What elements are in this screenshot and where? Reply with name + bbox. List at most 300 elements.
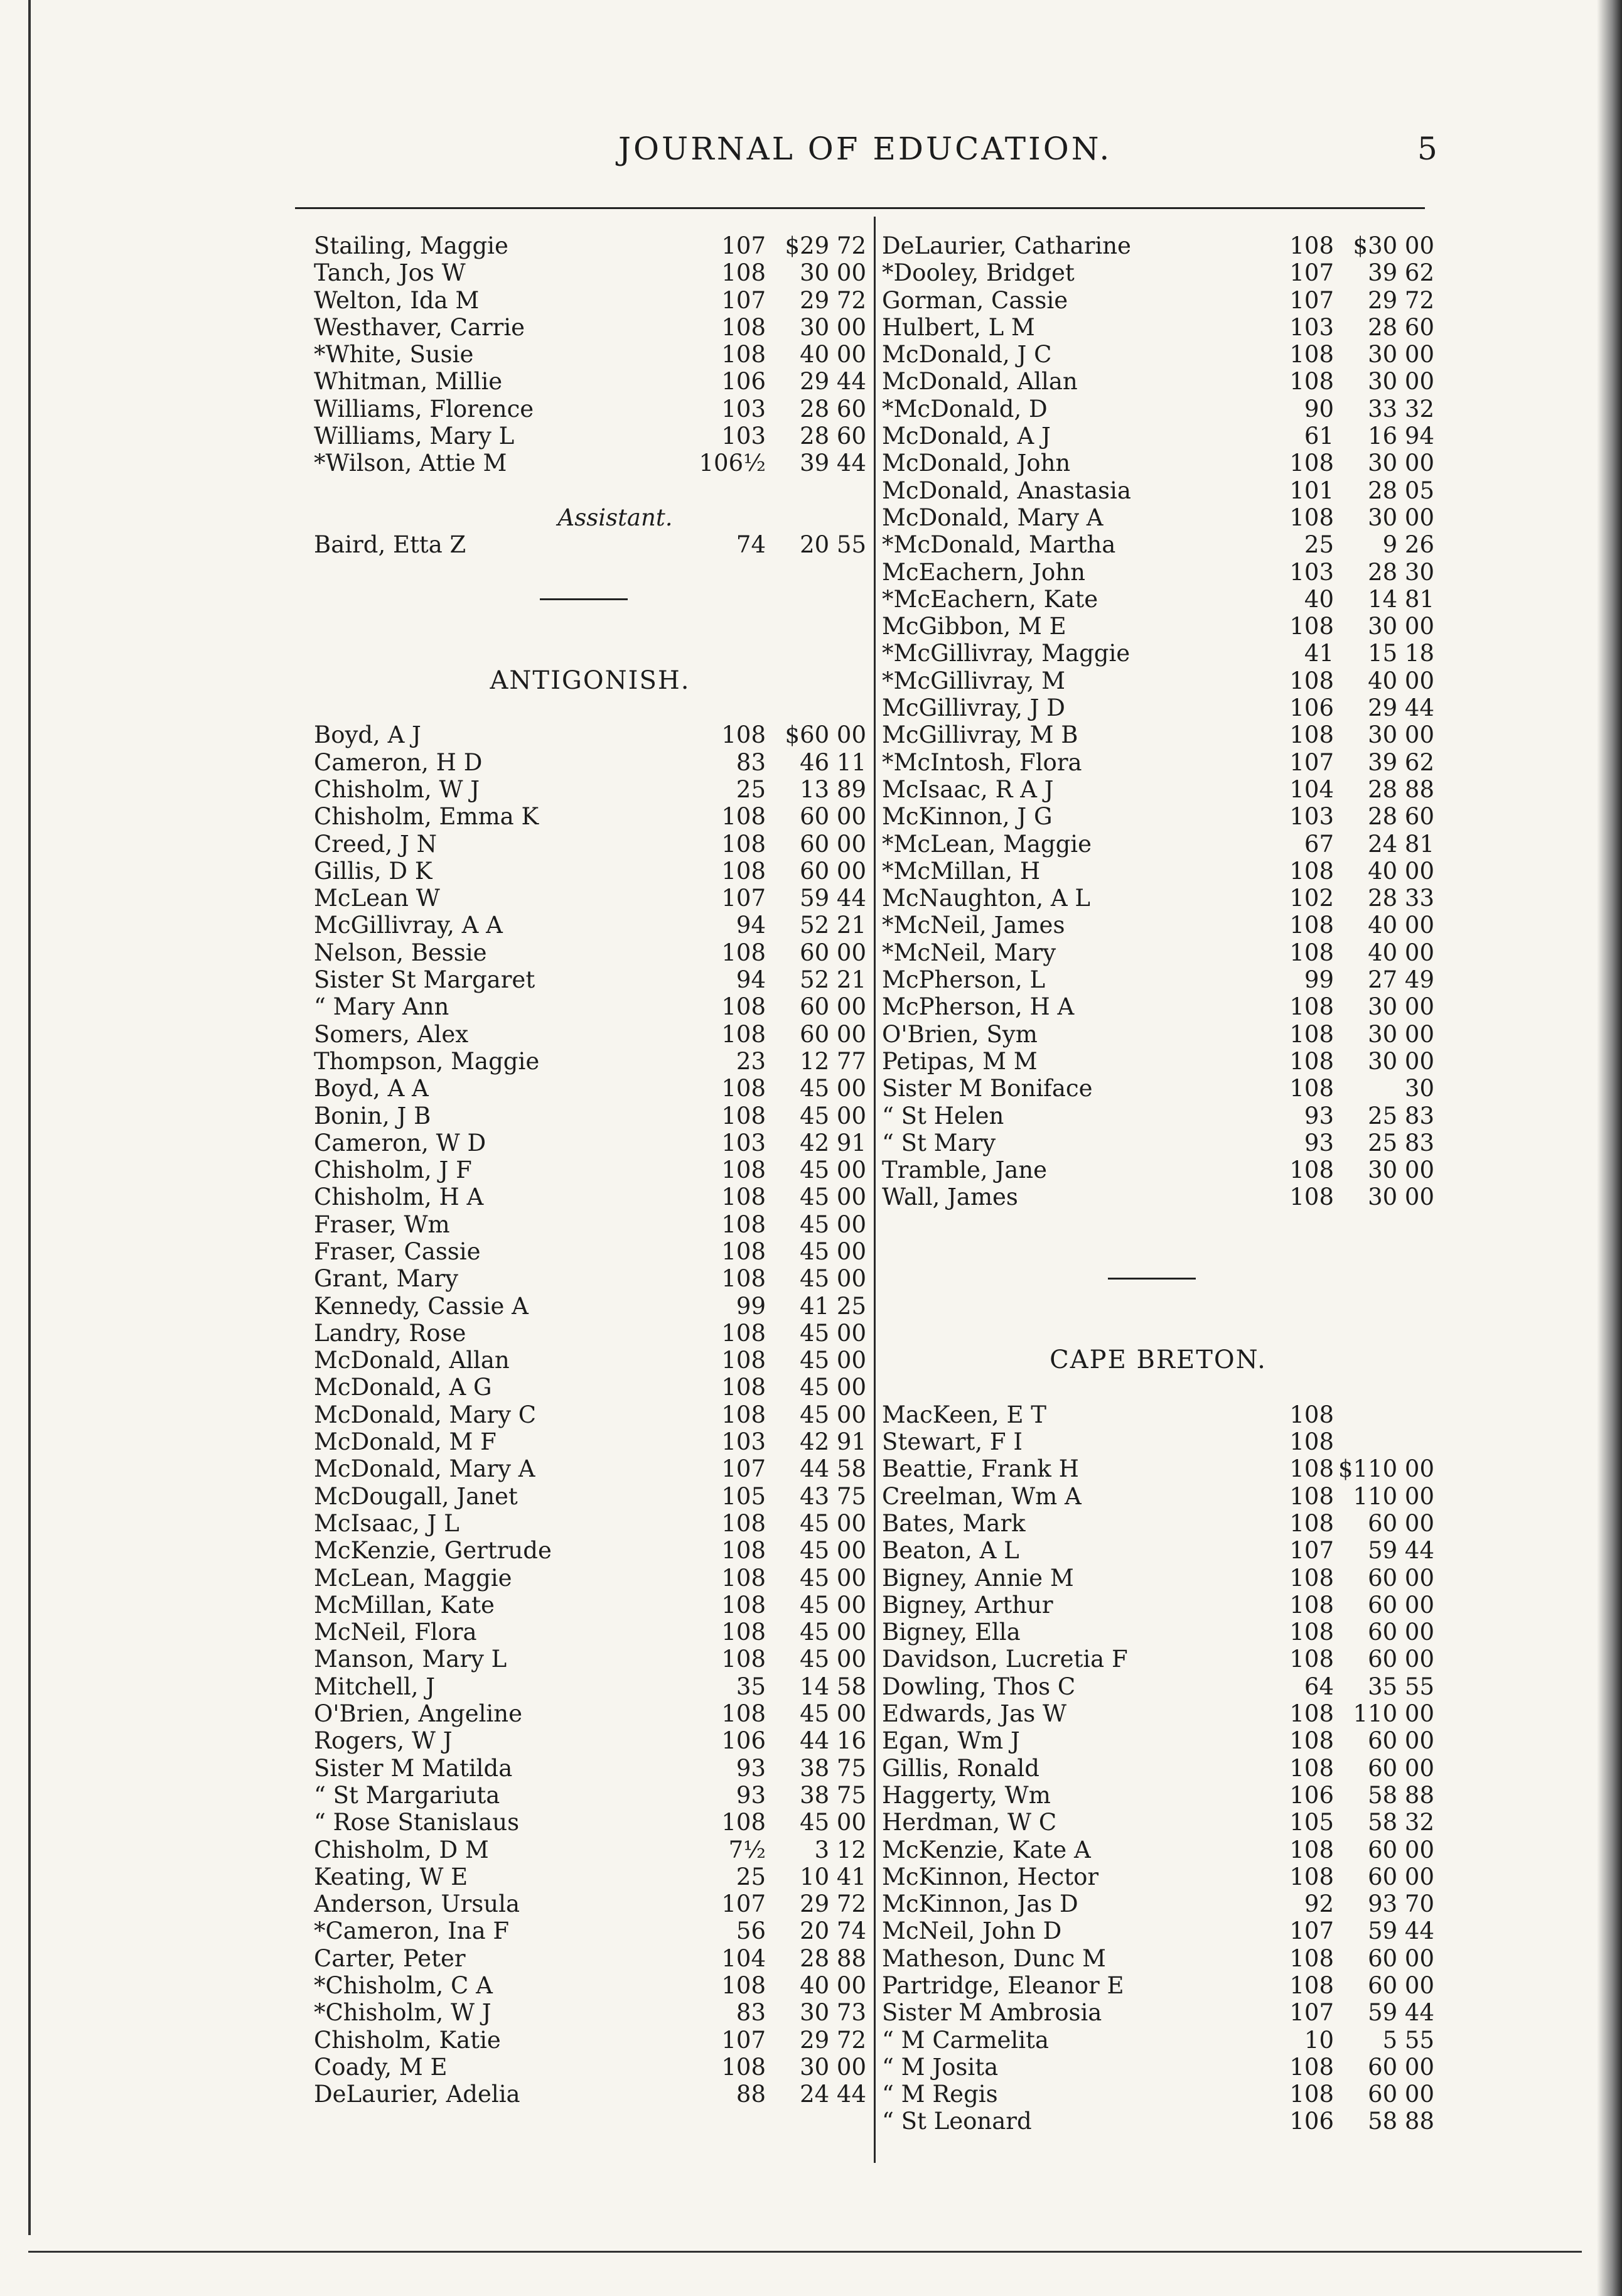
teacher-name: *McDonald, Martha	[882, 531, 1116, 559]
grant-amount: 25 83	[1368, 1102, 1434, 1129]
grant-amount: 110 00	[1353, 1700, 1434, 1728]
grant-amount: 40 00	[800, 341, 866, 369]
days-taught: 108	[721, 939, 766, 966]
teacher-row	[314, 1972, 866, 1999]
days-taught: 105	[721, 1482, 766, 1510]
teacher-name: Kennedy, Cassie A	[314, 1292, 529, 1320]
teacher-row	[314, 1156, 866, 1183]
teacher-name: McDonald, A G	[314, 1374, 492, 1401]
teacher-row	[882, 1863, 1434, 1890]
days-taught: 108	[721, 1319, 766, 1347]
teacher-name: McIsaac, J L	[314, 1509, 459, 1537]
teacher-row	[882, 232, 1434, 259]
grant-amount: 12 77	[800, 1047, 866, 1075]
days-taught: 7½	[728, 1836, 766, 1863]
teacher-row	[882, 939, 1434, 966]
teacher-name: McMillan, Kate	[314, 1591, 495, 1619]
teacher-row	[882, 1809, 1434, 1836]
teacher-name: McGillivray, A A	[314, 912, 503, 939]
grant-amount: 60 00	[1368, 1564, 1434, 1592]
teacher-name: Thompson, Maggie	[314, 1047, 540, 1075]
spacer	[314, 613, 866, 640]
teacher-row	[882, 396, 1434, 423]
grant-amount: 30	[1404, 1075, 1434, 1102]
teacher-name: Creed, J N	[314, 830, 437, 858]
teacher-name: Bigney, Arthur	[882, 1591, 1053, 1619]
grant-amount: 60 00	[1368, 1972, 1434, 1999]
grant-amount: 43 75	[800, 1482, 866, 1510]
grant-amount: 45 00	[800, 1509, 866, 1537]
teacher-row	[314, 1646, 866, 1673]
teacher-row	[882, 1836, 1434, 1863]
days-taught: 103	[1289, 558, 1334, 586]
teacher-name: Bates, Mark	[882, 1509, 1026, 1537]
grant-amount: 60 00	[1368, 2053, 1434, 2081]
days-taught: 107	[721, 286, 766, 314]
teacher-row	[314, 1673, 866, 1700]
days-taught: 40	[1304, 585, 1334, 613]
teacher-name: Matheson, Dunc M	[882, 1944, 1106, 1972]
grant-amount: 40 00	[1368, 857, 1434, 885]
teacher-name: Chisholm, Katie	[314, 2026, 501, 2054]
grant-amount: 60 00	[800, 993, 866, 1021]
section-rule-line	[540, 598, 628, 600]
teacher-name: Wall, James	[882, 1183, 1018, 1211]
grant-amount: 20 74	[800, 1917, 866, 1945]
grant-amount: 45 00	[800, 1564, 866, 1592]
grant-amount: 45 00	[800, 1156, 866, 1184]
grant-amount: 5 55	[1382, 2026, 1434, 2054]
teacher-name: Beaton, A L	[882, 1537, 1019, 1565]
teacher-row	[314, 1945, 866, 1972]
grant-amount: 60 00	[1368, 1836, 1434, 1863]
grant-amount: 27 49	[1368, 966, 1434, 994]
teacher-name: *Dooley, Bridget	[882, 259, 1075, 287]
teacher-name: McDonald, M F	[314, 1428, 497, 1456]
teacher-row	[882, 1102, 1434, 1129]
days-taught: 10	[1304, 2026, 1334, 2054]
teacher-name: McDonald, Allan	[314, 1347, 510, 1374]
grant-amount: 59 44	[1368, 1917, 1434, 1945]
teacher-name: Partridge, Eleanor E	[882, 1972, 1124, 1999]
grant-amount: 58 88	[1368, 2108, 1434, 2135]
grant-amount: 29 44	[1368, 694, 1434, 722]
teacher-name: Sister M Ambrosia	[882, 1999, 1102, 2027]
teacher-row	[882, 477, 1434, 504]
teacher-row	[882, 423, 1434, 450]
teacher-row	[882, 1048, 1434, 1075]
days-taught: 94	[736, 912, 766, 939]
teacher-name: Chisholm, D M	[314, 1836, 489, 1863]
teacher-name: “ M Regis	[882, 2081, 998, 2108]
grant-amount: 93 70	[1368, 1890, 1434, 1918]
grant-amount: 44 58	[800, 1455, 866, 1483]
days-taught: 108	[1289, 721, 1334, 749]
days-taught: 83	[736, 748, 766, 776]
teacher-name: Chisholm, J F	[314, 1156, 472, 1184]
grant-amount: 38 75	[800, 1754, 866, 1782]
grant-amount: 40 00	[1368, 939, 1434, 966]
days-taught: 108	[721, 1374, 766, 1401]
teacher-row	[314, 1755, 866, 1782]
teacher-row	[314, 1048, 866, 1075]
teacher-name: McKinnon, Jas D	[882, 1890, 1078, 1918]
grant-amount: 3 12	[814, 1836, 866, 1863]
grant-amount: 45 00	[800, 1319, 866, 1347]
days-taught: 104	[721, 1944, 766, 1972]
teacher-name: Stailing, Maggie	[314, 232, 508, 259]
days-taught: 107	[721, 2026, 766, 2054]
teacher-row	[882, 831, 1434, 858]
teacher-name: Keating, W E	[314, 1863, 468, 1890]
days-taught: 106½	[699, 450, 766, 477]
teacher-row	[882, 1890, 1434, 1917]
teacher-name: *McLean, Maggie	[882, 830, 1092, 858]
days-taught: 105	[1289, 1809, 1334, 1836]
teacher-name: McDonald, J C	[882, 341, 1052, 369]
days-taught: 108	[721, 830, 766, 858]
days-taught: 74	[736, 531, 766, 559]
grant-amount: 30 00	[1368, 993, 1434, 1021]
grant-amount: 24 44	[800, 2081, 866, 2108]
grant-amount: 24 81	[1368, 830, 1434, 858]
days-taught: 108	[1289, 368, 1334, 396]
days-taught: 108	[1289, 1564, 1334, 1592]
teacher-row	[882, 1510, 1434, 1537]
grant-amount: 60 00	[800, 803, 866, 831]
teacher-name: DeLaurier, Adelia	[314, 2081, 520, 2108]
spacer	[314, 640, 866, 667]
grant-amount: $29 72	[785, 232, 866, 259]
days-taught: 108	[1289, 1619, 1334, 1646]
binding-edge-line	[28, 0, 31, 2235]
days-taught: 108	[1289, 1455, 1334, 1483]
grant-amount: 42 91	[800, 1428, 866, 1456]
days-taught: 108	[1289, 1075, 1334, 1102]
grant-amount: 60 00	[1368, 1727, 1434, 1755]
teacher-name: *McMillan, H	[882, 857, 1041, 885]
teacher-name: *White, Susie	[314, 341, 474, 369]
teacher-name: “ St Margariuta	[314, 1781, 500, 1809]
teacher-row	[314, 1211, 866, 1238]
grant-amount: 30 00	[1368, 1047, 1434, 1075]
grant-amount: 30 00	[1368, 1183, 1434, 1211]
spacer	[882, 1293, 1434, 1320]
days-taught: 108	[721, 721, 766, 749]
teacher-name: McKinnon, J G	[882, 803, 1053, 831]
teacher-name: Sister M Matilda	[314, 1754, 513, 1782]
teacher-row	[314, 259, 866, 286]
teacher-row	[314, 1999, 866, 2026]
grant-amount: 20 55	[800, 531, 866, 559]
teacher-name: Rogers, W J	[314, 1727, 453, 1755]
grant-amount: 60 00	[800, 1020, 866, 1048]
teacher-row	[882, 1945, 1434, 1972]
teacher-row	[882, 912, 1434, 939]
teacher-row	[882, 640, 1434, 667]
grant-amount: 45 00	[800, 1347, 866, 1374]
days-taught: 108	[1289, 1020, 1334, 1048]
grant-amount: 28 05	[1368, 477, 1434, 504]
teacher-name: McLean W	[314, 885, 440, 912]
grant-amount: 60 00	[1368, 2081, 1434, 2108]
teacher-name: Edwards, Jas W	[882, 1700, 1066, 1728]
teacher-name: Mitchell, J	[314, 1673, 436, 1700]
days-taught: 56	[736, 1917, 766, 1945]
teacher-row	[882, 1755, 1434, 1782]
days-taught: 108	[1289, 1754, 1334, 1782]
grant-amount: 45 00	[800, 1075, 866, 1102]
grant-amount: 39 44	[800, 450, 866, 477]
teacher-row	[314, 232, 866, 259]
grant-amount	[1334, 1401, 1434, 1428]
teacher-row	[882, 1183, 1434, 1210]
grant-amount: 60 00	[1368, 1591, 1434, 1619]
teacher-row	[882, 531, 1434, 558]
days-taught: 108	[721, 1972, 766, 1999]
grant-amount: 30 00	[1368, 1156, 1434, 1184]
teacher-row	[314, 1917, 866, 1944]
teacher-name: Gillis, Ronald	[882, 1754, 1039, 1782]
days-taught: 108	[1289, 2081, 1334, 2108]
teacher-row	[314, 1021, 866, 1048]
grant-amount: 59 44	[1368, 1999, 1434, 2027]
days-taught: 108	[1289, 1944, 1334, 1972]
days-taught: 41	[1304, 640, 1334, 667]
teacher-name: Gorman, Cassie	[882, 286, 1068, 314]
grant-amount: 30 00	[1368, 721, 1434, 749]
days-taught: 108	[721, 2053, 766, 2081]
teacher-row	[882, 749, 1434, 776]
grant-amount: 60 00	[1368, 1944, 1434, 1972]
days-taught: 108	[721, 313, 766, 341]
teacher-row	[882, 1700, 1434, 1727]
teacher-name: *McDonald, D	[882, 395, 1048, 423]
grant-amount: 14 58	[800, 1673, 866, 1700]
grant-amount: 13 89	[800, 775, 866, 803]
days-taught: 108	[1289, 1401, 1334, 1428]
days-taught: 64	[1304, 1673, 1334, 1700]
teacher-row	[882, 259, 1434, 286]
teacher-row	[314, 803, 866, 830]
teacher-name: Egan, Wm J	[882, 1727, 1020, 1755]
teacher-name: McKinnon, Hector	[882, 1863, 1099, 1890]
days-taught: 93	[1304, 1129, 1334, 1156]
days-taught: 35	[736, 1673, 766, 1700]
teacher-row	[882, 287, 1434, 314]
running-head	[0, 126, 1622, 176]
page-number: 5	[1417, 131, 1437, 167]
teacher-name: *McNeil, James	[882, 912, 1065, 939]
teacher-row	[314, 2081, 866, 2108]
grant-amount: 45 00	[800, 1237, 866, 1265]
teacher-row	[314, 966, 866, 993]
spacer	[882, 1320, 1434, 1347]
teacher-name: Bonin, J B	[314, 1102, 431, 1129]
days-taught: 108	[1289, 232, 1334, 259]
teacher-name: McDonald, Mary A	[314, 1455, 535, 1483]
grant-amount: 45 00	[800, 1265, 866, 1293]
spacer	[882, 1211, 1434, 1238]
teacher-row	[314, 450, 866, 477]
teacher-row	[882, 504, 1434, 531]
grant-amount: 42 91	[800, 1129, 866, 1156]
days-taught: 103	[1289, 803, 1334, 831]
days-taught: 94	[736, 966, 766, 994]
grant-amount: 16 94	[1368, 423, 1434, 450]
teacher-row	[882, 368, 1434, 395]
teacher-row	[882, 1075, 1434, 1102]
teacher-row	[314, 831, 866, 858]
grant-amount: 58 88	[1368, 1781, 1434, 1809]
section-rule-line	[1108, 1278, 1196, 1280]
spacer	[314, 477, 866, 504]
teacher-row	[882, 2081, 1434, 2108]
teacher-row	[314, 1428, 866, 1455]
teacher-row	[882, 1999, 1434, 2026]
grant-amount: 45 00	[800, 1374, 866, 1401]
teacher-row	[314, 396, 866, 423]
teacher-row	[882, 966, 1434, 993]
days-taught: 83	[736, 1999, 766, 2027]
teacher-name: “ Mary Ann	[314, 993, 449, 1021]
teacher-row	[314, 858, 866, 885]
teacher-row	[882, 1021, 1434, 1048]
teacher-row	[882, 721, 1434, 748]
teacher-row	[314, 749, 866, 776]
teacher-name: Fraser, Cassie	[314, 1237, 481, 1265]
days-taught: 25	[1304, 531, 1334, 559]
teacher-name: McEachern, John	[882, 558, 1085, 586]
days-taught: 108	[1289, 1428, 1334, 1456]
grant-amount: 30 00	[1368, 504, 1434, 531]
days-taught: 108	[1289, 1836, 1334, 1863]
days-taught: 107	[1289, 1999, 1334, 2027]
teacher-name: Baird, Etta Z	[314, 531, 466, 559]
teacher-name: Petipas, M M	[882, 1047, 1038, 1075]
teacher-row	[314, 1320, 866, 1347]
days-taught: 108	[721, 1265, 766, 1293]
teacher-name: *Wilson, Attie M	[314, 450, 507, 477]
teacher-row	[314, 1727, 866, 1754]
teacher-row	[882, 341, 1434, 368]
teacher-row	[882, 858, 1434, 885]
days-taught: 108	[721, 1183, 766, 1211]
grant-amount: 60 00	[1368, 1863, 1434, 1890]
teacher-name: McPherson, L	[882, 966, 1046, 994]
grant-amount: 110 00	[1353, 1482, 1434, 1510]
days-taught: 25	[736, 775, 766, 803]
days-taught: 108	[721, 341, 766, 369]
teacher-row	[314, 1347, 866, 1374]
grant-amount: 9 26	[1382, 531, 1434, 559]
page-edge-shadow	[1597, 0, 1622, 2296]
teacher-row	[882, 2108, 1434, 2135]
teacher-name: Sister M Boniface	[882, 1075, 1093, 1102]
section-rule	[882, 1265, 1434, 1292]
grant-amount: 39 62	[1368, 748, 1434, 776]
teacher-row	[882, 1917, 1434, 1944]
teacher-name: Tanch, Jos W	[314, 259, 466, 287]
days-taught: 108	[1289, 504, 1334, 531]
teacher-row	[882, 586, 1434, 613]
days-taught: 107	[1289, 286, 1334, 314]
teacher-row	[314, 287, 866, 314]
teacher-row	[882, 993, 1434, 1020]
days-taught: 108	[1289, 613, 1334, 640]
grant-amount: 29 72	[800, 2026, 866, 2054]
teacher-name: *McGillivray, Maggie	[882, 640, 1131, 667]
grant-amount: 40 00	[1368, 912, 1434, 939]
teacher-name: “ St Mary	[882, 1129, 996, 1156]
days-taught: 108	[1289, 1047, 1334, 1075]
section-rule	[314, 586, 866, 613]
teacher-row	[882, 314, 1434, 341]
days-taught: 108	[721, 1075, 766, 1102]
teacher-row	[882, 1428, 1434, 1455]
grant-amount: 45 00	[800, 1102, 866, 1129]
grant-amount: 28 33	[1368, 885, 1434, 912]
teacher-name: Manson, Mary L	[314, 1646, 507, 1673]
grant-amount: 14 81	[1368, 585, 1434, 613]
grant-amount: 30 00	[1368, 450, 1434, 477]
days-taught: 108	[1289, 1183, 1334, 1211]
teacher-row	[882, 1129, 1434, 1156]
days-taught: 88	[736, 2081, 766, 2108]
days-taught: 108	[721, 1564, 766, 1592]
days-taught: 108	[721, 259, 766, 287]
days-taught: 103	[721, 1428, 766, 1456]
section-heading: ANTIGONISH.	[490, 666, 690, 695]
days-taught: 108	[721, 1401, 766, 1428]
teacher-row	[314, 993, 866, 1020]
teacher-name: Cameron, H D	[314, 748, 483, 776]
days-taught: 102	[1289, 885, 1334, 912]
teacher-row	[882, 1401, 1434, 1428]
teacher-name: Carter, Peter	[314, 1944, 466, 1972]
grant-amount: 60 00	[1368, 1646, 1434, 1673]
teacher-name: Haggerty, Wm	[882, 1781, 1051, 1809]
teacher-name: McIsaac, R A J	[882, 775, 1054, 803]
teacher-row	[314, 2027, 866, 2054]
teacher-name: Gillis, D K	[314, 857, 432, 885]
days-taught: 106	[721, 1727, 766, 1755]
teacher-name: Williams, Mary L	[314, 423, 515, 450]
teacher-row	[882, 1483, 1434, 1510]
grant-amount: 30 00	[1368, 341, 1434, 369]
teacher-name: “ M Carmelita	[882, 2026, 1049, 2054]
days-taught: 108	[1289, 1509, 1334, 1537]
teacher-name: McGibbon, M E	[882, 613, 1066, 640]
grant-amount: 29 72	[800, 286, 866, 314]
teacher-name: Chisholm, Emma K	[314, 803, 539, 831]
teacher-name: Tramble, Jane	[882, 1156, 1048, 1184]
teacher-name: Hulbert, L M	[882, 313, 1035, 341]
days-taught: 99	[736, 1292, 766, 1320]
teacher-row	[882, 1455, 1434, 1482]
teacher-row	[882, 1782, 1434, 1809]
grant-amount: 35 55	[1368, 1673, 1434, 1700]
teacher-name: Cameron, W D	[314, 1129, 486, 1156]
grant-amount: 30 00	[1368, 368, 1434, 396]
teacher-name: O'Brien, Sym	[882, 1020, 1038, 1048]
grant-amount: 45 00	[800, 1700, 866, 1728]
spacer	[882, 1374, 1434, 1401]
days-taught: 108	[1289, 1727, 1334, 1755]
teacher-row	[314, 1075, 866, 1102]
grant-amount: $110 00	[1338, 1455, 1434, 1483]
teacher-row	[314, 1565, 866, 1592]
